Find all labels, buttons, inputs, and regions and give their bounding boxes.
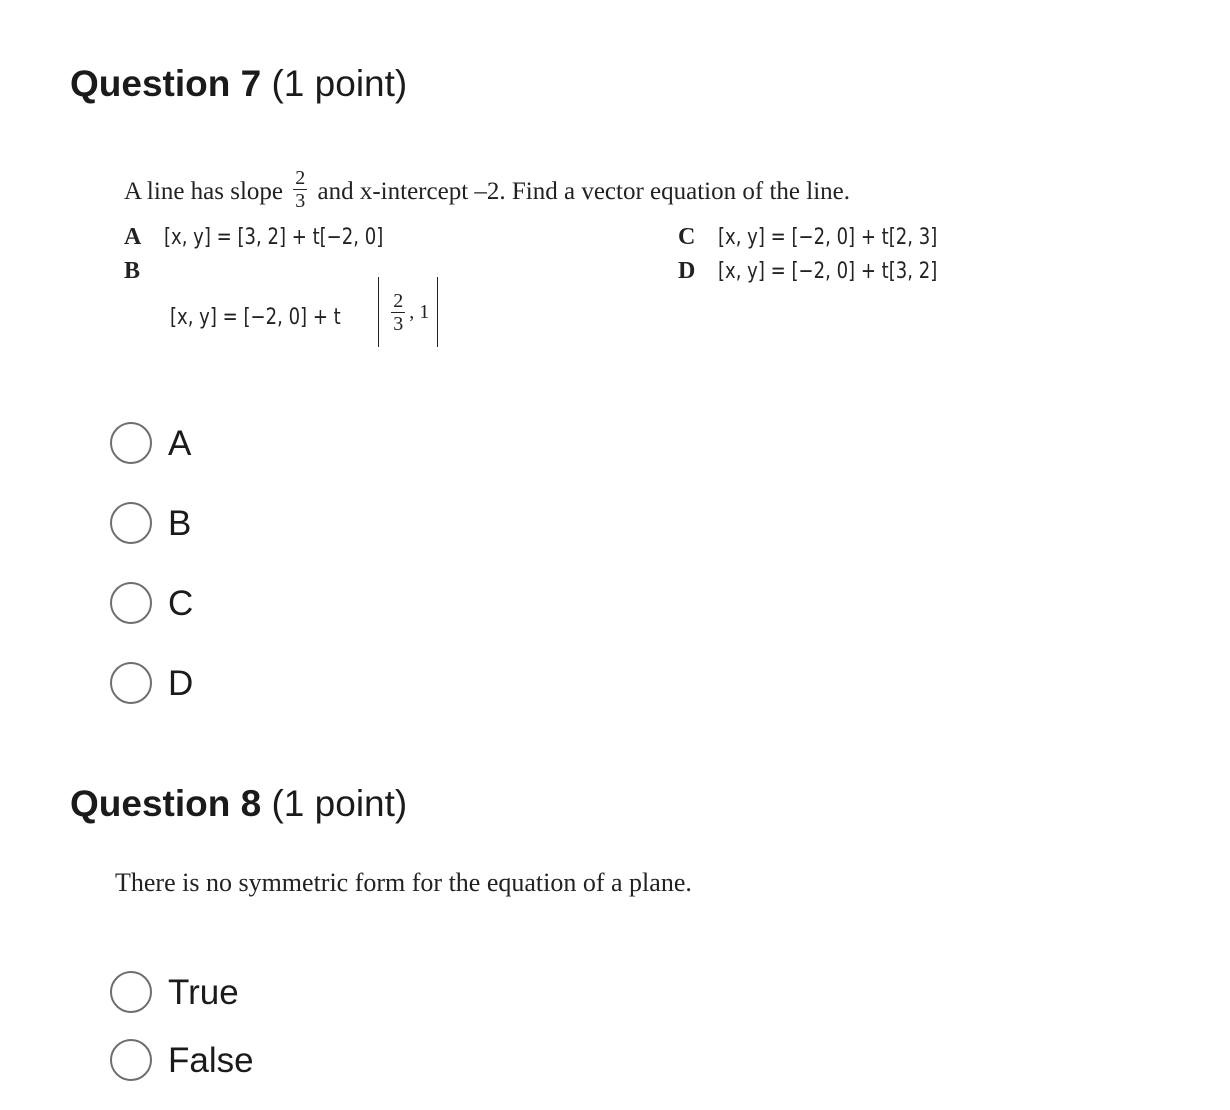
choice-d-letter: D <box>678 258 696 284</box>
choice-d-equation: [x, y] = [−2, 0] + t[3, 2] <box>718 259 938 284</box>
option-b-label[interactable]: B <box>168 503 192 543</box>
question-8-statement: There is no symmetric form for the equation of a plane. <box>115 868 692 897</box>
choice-d <box>678 258 985 285</box>
choice-b-equation-prefix: [x, y] = [−2, 0] + t <box>170 304 341 330</box>
choice-b-fraction <box>391 291 405 334</box>
question-8-option-false[interactable] <box>110 1037 254 1083</box>
question-7-points: (1 point) <box>261 63 408 104</box>
choice-a-letter: A <box>124 224 142 250</box>
question-8-option-true[interactable] <box>110 969 239 1015</box>
question-7-option-c[interactable] <box>110 580 193 626</box>
question-7-number: Question 7 <box>70 63 262 104</box>
choice-a <box>124 224 431 251</box>
question-8-title <box>70 785 407 822</box>
option-false-radio[interactable] <box>110 1039 152 1081</box>
choice-b-equation-suffix: , 1 <box>409 300 430 323</box>
question-7-option-a[interactable] <box>110 420 191 466</box>
question-7-option-b[interactable] <box>110 500 191 546</box>
choice-c <box>678 224 985 251</box>
question-8-points: (1 point) <box>261 783 408 824</box>
option-true-label[interactable]: True <box>168 972 239 1012</box>
choice-c-letter: C <box>678 224 696 250</box>
choice-a-equation: [x, y] = [3, 2] + t[−2, 0] <box>164 225 384 250</box>
option-c-radio[interactable] <box>110 582 152 624</box>
option-false-label[interactable]: False <box>168 1040 254 1080</box>
question-7-option-d[interactable] <box>110 660 193 706</box>
stem-text-after: and x-intercept –2. Find a vector equation of the line. <box>311 178 850 206</box>
question-8-number: Question 8 <box>70 783 262 824</box>
slope-fraction <box>293 168 307 211</box>
slope-numerator: 2 <box>295 167 306 189</box>
choice-b-fraction-denominator: 3 <box>393 312 404 335</box>
choice-c-equation: [x, y] = [−2, 0] + t[2, 3] <box>718 225 938 250</box>
choice-b-bracket <box>378 277 438 347</box>
stem-text-before: A line has slope <box>124 178 290 206</box>
question-7-title <box>70 65 407 102</box>
option-a-label[interactable]: A <box>168 423 192 463</box>
option-a-radio[interactable] <box>110 422 152 464</box>
option-b-radio[interactable] <box>110 502 152 544</box>
option-d-label[interactable]: D <box>168 663 194 703</box>
choice-b-letter: B <box>124 258 141 284</box>
option-true-radio[interactable] <box>110 971 152 1013</box>
question-7-stem <box>124 167 850 215</box>
choice-b <box>170 283 438 353</box>
option-d-radio[interactable] <box>110 662 152 704</box>
option-c-label[interactable]: C <box>168 583 194 623</box>
choice-b-fraction-numerator: 2 <box>393 289 404 312</box>
slope-denominator: 3 <box>295 190 306 212</box>
